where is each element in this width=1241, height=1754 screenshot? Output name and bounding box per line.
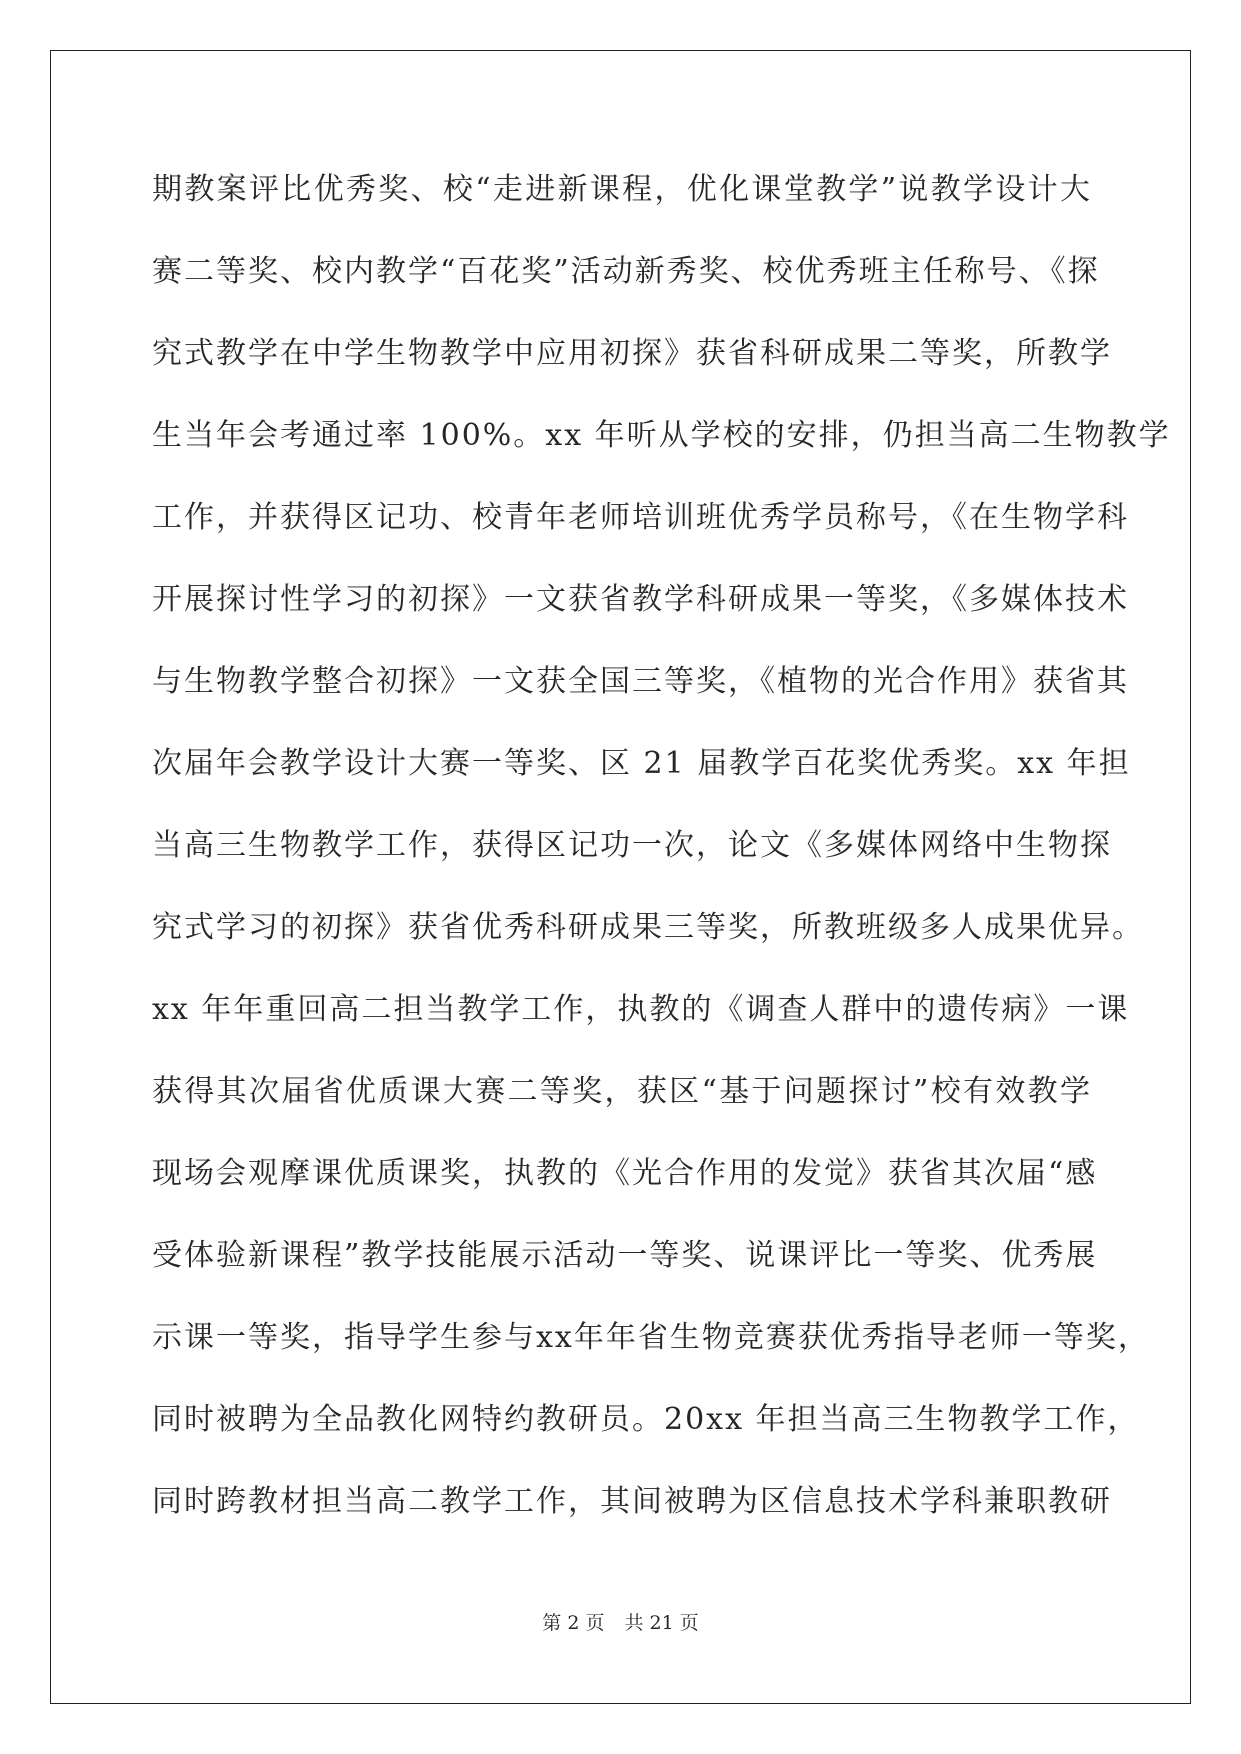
text-line: 期教案评比优秀奖、校“走进新课程，优化课堂教学”说教学设计大 xyxy=(152,172,1092,207)
text-line: 次届年会教学设计大赛一等奖、区 21 届教学百花奖优秀奖。xx 年担 xyxy=(152,746,1131,781)
text-line: 同时被聘为全品教化网特约教研员。20xx 年担当高三生物教学工作， xyxy=(152,1402,1140,1437)
document-body xyxy=(152,160,1171,1554)
text-line: 当高三生物教学工作，获得区记功一次，论文《多媒体网络中生物探 xyxy=(152,828,1112,863)
text-line: 究式学习的初探》获省优秀科研成果三等奖，所教班级多人成果优异。 xyxy=(152,910,1144,945)
page-footer xyxy=(0,1608,1241,1635)
text-line: xx 年年重回高二担当教学工作，执教的《调查人群中的遗传病》一课 xyxy=(152,992,1130,1027)
text-line: 与生物教学整合初探》一文获全国三等奖，《植物的光合作用》获省其 xyxy=(152,664,1129,699)
page-total: 共 21 页 xyxy=(624,1612,699,1634)
text-line: 现场会观摩课优质课奖，执教的《光合作用的发觉》获省其次届“感 xyxy=(152,1156,1098,1191)
text-line: 获得其次届省优质课大赛二等奖，获区“基于问题探讨”校有效教学 xyxy=(152,1074,1092,1109)
text-line: 受体验新课程”教学技能展示活动一等奖、说课评比一等奖、优秀展 xyxy=(152,1238,1098,1273)
text-line: 赛二等奖、校内教学“百花奖”活动新秀奖、校优秀班主任称号、《探 xyxy=(152,254,1100,289)
text-line: 生当年会考通过率 100%。xx 年听从学校的安排，仍担当高二生物教学 xyxy=(152,418,1171,453)
text-line: 工作，并获得区记功、校青年老师培训班优秀学员称号，《在生物学科 xyxy=(152,500,1129,535)
page-number: 第 2 页 xyxy=(542,1612,605,1634)
text-line: 示课一等奖，指导学生参与xx年年省生物竞赛获优秀指导老师一等奖， xyxy=(152,1320,1150,1355)
text-line: 究式教学在中学生物教学中应用初探》获省科研成果二等奖，所教学 xyxy=(152,336,1112,371)
text-line: 开展探讨性学习的初探》一文获省教学科研成果一等奖，《多媒体技术 xyxy=(152,582,1129,617)
text-line: 同时跨教材担当高二教学工作，其间被聘为区信息技术学科兼职教研 xyxy=(152,1484,1112,1519)
